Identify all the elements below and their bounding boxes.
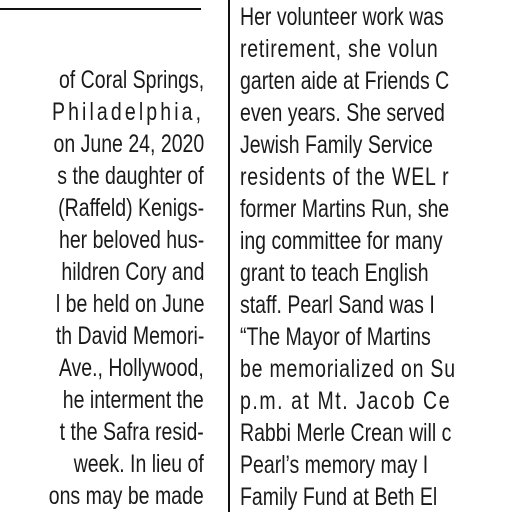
left-line: s the daughter of: [57, 162, 204, 190]
left-text-column: [0, 0, 212, 512]
left-line: Philadelphia,: [51, 98, 204, 126]
left-line: hildren Cory and: [60, 258, 204, 286]
right-line: garten aide at Friends C: [240, 67, 450, 95]
left-line: ons may be made: [48, 482, 204, 510]
right-line: Pearl’s memory may I: [240, 451, 429, 479]
right-line: be memorialized on Su: [240, 355, 456, 383]
right-line: Jewish Family Service: [240, 131, 433, 159]
right-line: “The Mayor of Martins: [240, 323, 431, 351]
left-line: t the Safra resid-: [59, 418, 204, 446]
left-line: her beloved hus-: [58, 226, 204, 254]
right-line: staff. Pearl Sand was I: [240, 291, 435, 319]
left-line: l be held on June: [55, 290, 204, 318]
left-line: he interment the: [63, 386, 204, 414]
right-line: residents of the WEL r: [240, 163, 450, 191]
right-line: even years. She served: [240, 99, 445, 127]
right-line: grant to teach English: [240, 259, 429, 287]
left-line: (Raffeld) Kenigs-: [58, 194, 204, 222]
left-line: th David Memori-: [55, 322, 204, 350]
left-line: week. In lieu of: [73, 450, 204, 478]
right-text-column: [240, 0, 512, 512]
right-line: Rabbi Merle Crean will c: [240, 419, 452, 447]
right-line: p.m. at Mt. Jacob Ce: [240, 387, 452, 415]
column-divider-rule: [228, 0, 230, 512]
right-line: retirement, she volun: [240, 35, 439, 63]
right-line: Family Fund at Beth El: [240, 483, 438, 511]
left-line: on June 24, 2020: [53, 130, 204, 158]
left-line: of Coral Springs,: [58, 66, 204, 94]
right-line: Her volunteer work was: [240, 3, 444, 31]
right-line: ing committee for many: [240, 227, 443, 255]
right-line: former Martins Run, she: [240, 195, 450, 223]
left-line: Ave., Hollywood,: [59, 354, 204, 382]
